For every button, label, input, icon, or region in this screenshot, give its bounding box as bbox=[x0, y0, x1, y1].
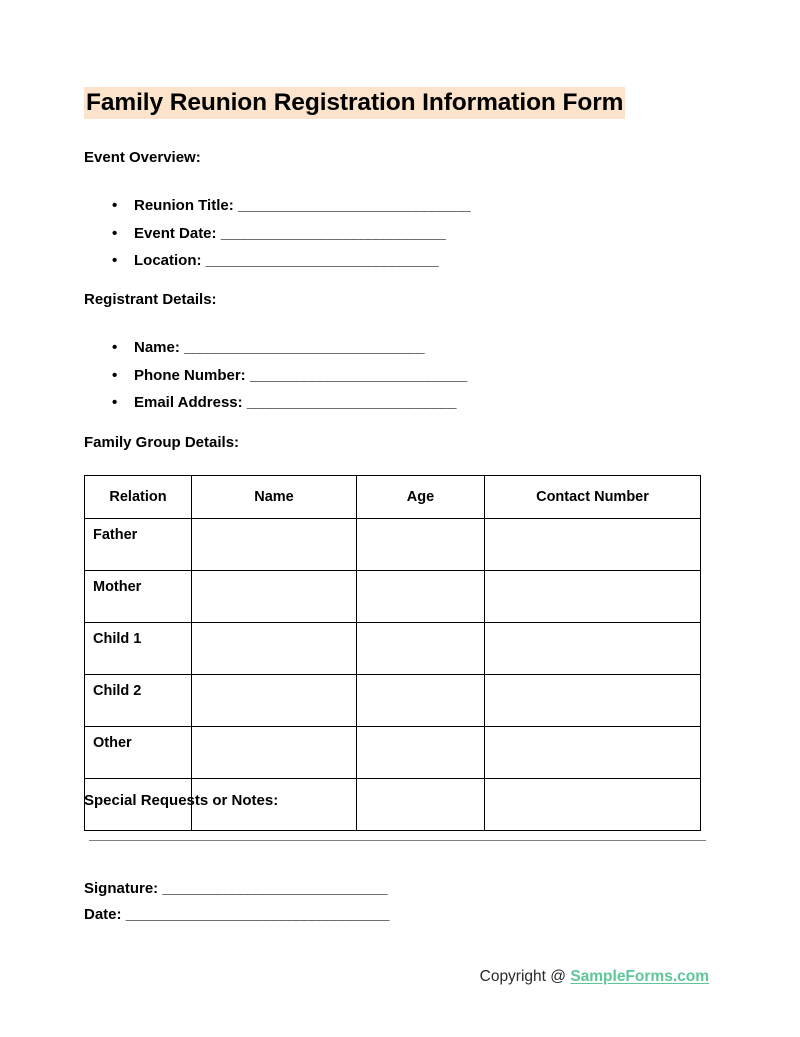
page-title: Family Reunion Registration Information Form bbox=[84, 87, 625, 119]
date-label: Date: bbox=[84, 906, 122, 923]
cell-name[interactable] bbox=[192, 623, 357, 675]
column-header-name: Name bbox=[192, 476, 357, 519]
field-label-name: Name: bbox=[134, 339, 180, 356]
table-row bbox=[85, 519, 701, 571]
table-body bbox=[85, 519, 701, 831]
table-row bbox=[85, 727, 701, 779]
page-title-container bbox=[84, 86, 716, 119]
sampleforms-link[interactable]: SampleForms.com bbox=[570, 968, 709, 985]
cell-age[interactable] bbox=[357, 779, 485, 831]
event-overview-list bbox=[112, 192, 470, 275]
table-row bbox=[85, 623, 701, 675]
fill-in-blank-signature[interactable]: _____________________________ bbox=[162, 880, 387, 897]
cell-name[interactable] bbox=[192, 519, 357, 571]
fill-in-blank-email-address[interactable]: ___________________________ bbox=[246, 394, 456, 411]
cell-age[interactable] bbox=[357, 623, 485, 675]
cell-contact[interactable] bbox=[485, 727, 701, 779]
cell-age[interactable] bbox=[357, 571, 485, 623]
cell-age[interactable] bbox=[357, 727, 485, 779]
field-label-reunion-title: Reunion Title: bbox=[134, 197, 234, 214]
cell-age[interactable] bbox=[357, 675, 485, 727]
cell-name[interactable] bbox=[192, 727, 357, 779]
list-item bbox=[112, 362, 467, 390]
field-label-location: Location: bbox=[134, 252, 202, 269]
list-item bbox=[112, 247, 470, 275]
signature-label: Signature: bbox=[84, 880, 159, 897]
table-row bbox=[85, 675, 701, 727]
section-heading-special-requests: Special Requests or Notes: bbox=[84, 792, 279, 809]
field-label-event-date: Event Date: bbox=[134, 224, 217, 242]
fill-in-blank-name[interactable]: _______________________________ bbox=[184, 339, 425, 356]
cell-age[interactable] bbox=[357, 519, 485, 571]
list-item bbox=[112, 220, 470, 248]
cell-contact[interactable] bbox=[485, 675, 701, 727]
cell-contact[interactable] bbox=[485, 623, 701, 675]
cell-relation: Child 2 bbox=[85, 675, 192, 727]
fill-in-blank-location[interactable]: ______________________________ bbox=[205, 252, 438, 269]
notes-divider bbox=[89, 840, 706, 841]
cell-relation: Child 1 bbox=[85, 623, 192, 675]
fill-in-blank-date[interactable]: __________________________________ bbox=[125, 906, 389, 923]
fill-in-blank-phone-number[interactable]: ____________________________ bbox=[249, 366, 467, 384]
column-header-relation: Relation bbox=[85, 476, 192, 519]
registrant-details-list bbox=[112, 334, 467, 417]
list-item bbox=[112, 192, 470, 220]
field-label-phone-number: Phone Number: bbox=[134, 366, 246, 384]
section-heading-event-overview: Event Overview: bbox=[84, 149, 201, 166]
cell-contact[interactable] bbox=[485, 571, 701, 623]
fill-in-blank-reunion-title[interactable]: ______________________________ bbox=[237, 197, 471, 214]
list-item bbox=[112, 389, 467, 417]
table-row bbox=[85, 571, 701, 623]
cell-relation: Father bbox=[85, 519, 192, 571]
family-group-table bbox=[84, 475, 701, 831]
cell-relation: Mother bbox=[85, 571, 192, 623]
cell-name[interactable] bbox=[192, 571, 357, 623]
cell-contact[interactable] bbox=[485, 519, 701, 571]
cell-name[interactable] bbox=[192, 675, 357, 727]
table-header-row bbox=[85, 476, 701, 519]
column-header-age: Age bbox=[357, 476, 485, 519]
footer-copyright bbox=[480, 966, 709, 987]
table-header bbox=[85, 476, 701, 519]
cell-relation: Other bbox=[85, 727, 192, 779]
fill-in-blank-event-date[interactable]: _____________________________ bbox=[220, 224, 446, 242]
section-heading-family-group-details: Family Group Details: bbox=[84, 434, 240, 451]
section-heading-registrant-details: Registrant Details: bbox=[84, 291, 217, 308]
copyright-text: Copyright @ bbox=[479, 968, 571, 985]
column-header-contact-number: Contact Number bbox=[485, 476, 701, 519]
date-field-row bbox=[84, 904, 389, 925]
signature-field-row bbox=[84, 878, 387, 899]
list-item bbox=[112, 334, 467, 362]
field-label-email-address: Email Address: bbox=[134, 394, 243, 411]
cell-contact[interactable] bbox=[485, 779, 701, 831]
